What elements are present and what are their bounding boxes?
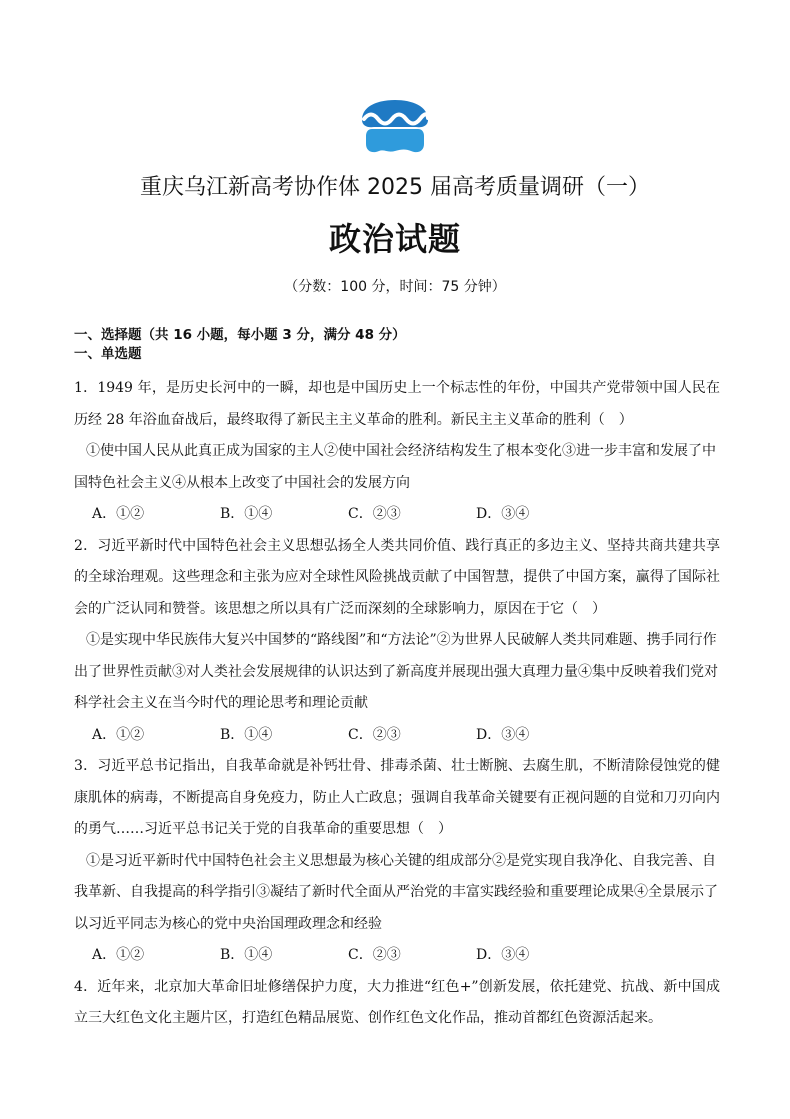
- choice-c[interactable]: C．②③: [348, 947, 401, 963]
- choice-b[interactable]: B．①④: [220, 726, 273, 743]
- page-title: 政治试题: [328, 220, 461, 258]
- question-2-choices: [74, 720, 720, 752]
- question-4-stem: 4．近年来，北京加大革命旧址修缮保护力度，大力推进“红色+”创新发展，依托建党、抗战、新中国成立三大红色文化主题片区，打造红色精品展览、创作红色文化作品，推动首都红色资源活起来。: [74, 978, 720, 1026]
- question-1-stem: 1．1949 年，是历史长河中的一瞬，却也是中国历史上一个标志性的年份，中国共产党带领中国人民在历经 28 年浴血奋战后，最终取得了新民主主义革命的胜利。新民主主义革命的胜利（ ）: [74, 380, 720, 428]
- choice-d[interactable]: D．③④: [476, 947, 530, 963]
- question-1-options: ①使中国人民从此真正成为国家的主人②使中国社会经济结构发生了根本变化③进一步丰富和发展了中国特色社会主义④从根本上改变了中国社会的发展方向: [74, 443, 716, 491]
- subsection-heading: 一、单选题: [74, 346, 142, 362]
- question-1-choices: [74, 499, 720, 531]
- score-time-line: （分数：100 分，时间：75 分钟）: [284, 279, 506, 295]
- question-3-choices: [74, 940, 720, 972]
- choice-d[interactable]: D．③④: [476, 726, 530, 743]
- question-3-options: ①是习近平新时代中国特色社会主义思想最为核心关键的组成部分②是党实现自我净化、自我完善、自我革新、自我提高的科学指引③凝结了新时代全面从严治党的丰富实践经验和重要理论成果④全景展示了以习近平同志为核心的党中央治国理政理念和经验: [74, 852, 718, 932]
- choice-a[interactable]: A．①②: [92, 947, 145, 963]
- choice-c[interactable]: C．②③: [348, 726, 401, 743]
- question-2-options: ①是实现中华民族伟大复兴中国梦的“路线图”和“方法论”②为世界人民破解人类共同难题、携手同行作出了世界性贡献③对人类社会发展规律的认识达到了新高度并展现出强大真理力量④集中反映着我们党对科学社会主义在当今时代的理论思考和理论贡献: [74, 632, 718, 711]
- choice-c[interactable]: C．②③: [348, 506, 401, 522]
- question-2-stem: 2．习近平新时代中国特色社会主义思想弘扬全人类共同价值、践行真正的多边主义、坚持共商共建共享的全球治理观。这些理念和主张为应对全球性风险挑战贡献了中国智慧，提供了中国方案，赢得了国际社会的广泛认同和赞誉。该思想之所以具有广泛而深刻的全球影响力，原因在于它（ ）: [74, 537, 720, 617]
- question-3-stem: 3．习近平总书记指出，自我革命就是补钙壮骨、排毒杀菌、壮士断腕、去腐生肌，不断清除侵蚀党的健康肌体的病毒，不断提高自身免疫力，防止人亡政息；强调自我革命关键要有正视问题的自觉和刀刃向内的勇气……习近平总书记关于党的自我革命的重要思想（ ）: [74, 758, 720, 837]
- choice-b[interactable]: B．①④: [220, 506, 273, 522]
- choice-b[interactable]: B．①④: [220, 947, 273, 963]
- logo-icon: [356, 96, 434, 156]
- section-heading: 一、选择题（共 16 小题，每小题 3 分，满分 48 分）: [74, 327, 406, 343]
- organization-title: 重庆乌江新高考协作体 2025 届高考质量调研（一）: [140, 175, 650, 200]
- exam-content: [74, 326, 720, 1035]
- choice-d[interactable]: D．③④: [476, 506, 530, 522]
- choice-a[interactable]: A．①②: [92, 726, 145, 743]
- choice-a[interactable]: A．①②: [92, 506, 145, 522]
